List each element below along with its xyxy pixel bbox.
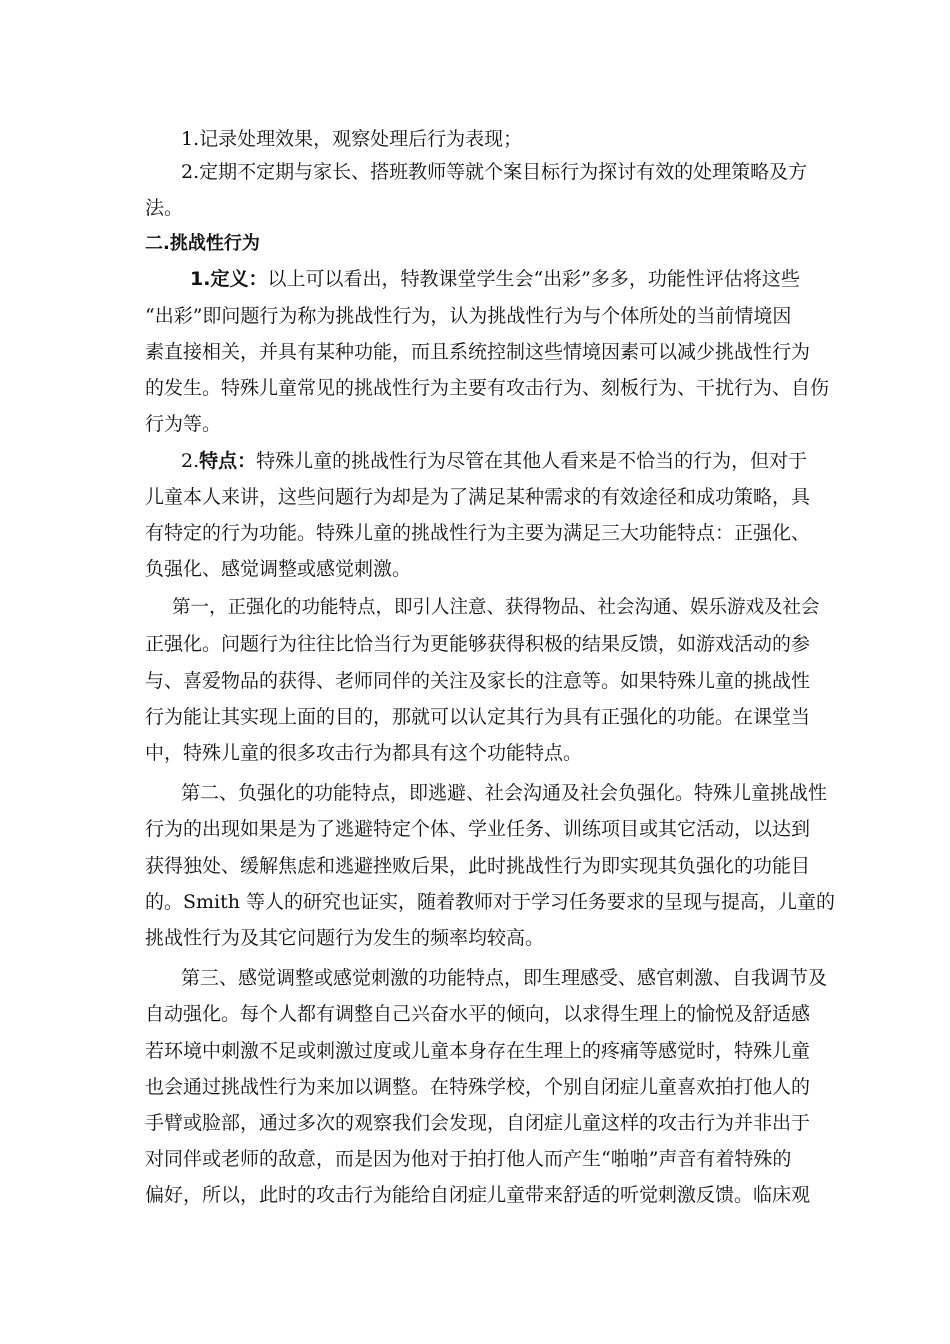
second-function-line-1: 第二、负强化的功能特点，即逃避、社会沟通及社会负强化。特殊儿童挑战性 (181, 782, 828, 804)
definition-line-2: “出彩”即问题行为称为挑战性行为，认为挑战性行为与个体所处的当前情境因 (145, 305, 792, 327)
first-function-line-4: 行为能让其实现上面的目的，那就可以认定其行为具有正强化的功能。在课堂当 (145, 706, 811, 728)
definition-label: 1.定义： (190, 268, 268, 290)
second-function-line-5: 挑战性行为及其它问题行为发生的频率均较高。 (145, 927, 545, 949)
definition-text: 以上可以看出，特教课堂学生会“出彩”多多，功能性评估将这些 (267, 268, 800, 290)
first-function-line-5: 中，特殊儿童的很多攻击行为都具有这个功能特点。 (145, 742, 583, 764)
features-line-3: 有特定的行为功能。特殊儿童的挑战性行为主要为满足三大功能特点：正强化、 (145, 522, 811, 544)
definition-line-5: 行为等。 (145, 413, 222, 435)
definition-line-4: 的发生。特殊儿童常见的挑战性行为主要有攻击行为、刻板行为、干扰行为、自伤 (145, 377, 830, 399)
third-function-line-3: 若环境中刺激不足或刺激过度或儿童本身存在生理上的疼痛等感觉时，特殊儿童 (145, 1040, 811, 1062)
third-function-line-7: 偏好，所以，此时的攻击行为能给自闭症儿童带来舒适的听觉刺激反馈。临床观 (145, 1184, 811, 1206)
features-label: 特点： (199, 450, 257, 472)
list-item-2: 2.定期不定期与家长、搭班教师等就个案目标行为探讨有效的处理策略及方 (181, 161, 808, 183)
list-item-2-continued: 法。 (145, 197, 184, 219)
third-function-line-4: 也会通过挑战性行为来加以调整。在特殊学校，个别自闭症儿童喜欢拍打他人的 (145, 1076, 811, 1098)
third-function-line-5: 手臂或脸部，通过多次的观察我们会发现，自闭症儿童这样的攻击行为并非出于 (145, 1112, 811, 1134)
third-function-line-6: 对同伴或老师的敌意，而是因为他对于拍打他人而产生“啪啪”声音有着特殊的 (145, 1148, 792, 1170)
features-text: 特殊儿童的挑战性行为尽管在其他人看来是不恰当的行为，但对于 (256, 450, 808, 472)
second-function-line-3: 获得独处、缓解焦虑和逃避挫败后果，此时挑战性行为即实现其负强化的功能目 (145, 855, 811, 877)
features-number: 2. (181, 450, 200, 472)
features-line-1 (181, 449, 807, 473)
third-function-line-2: 自动强化。每个人都有调整自己兴奋水平的倾向，以求得生理上的愉悦及舒适感 (145, 1003, 811, 1025)
second-function-line-2: 行为的出现如果是为了逃避特定个体、学业任务、训练项目或其它活动，以达到 (145, 818, 811, 840)
definition-line-3: 素直接相关，并具有某种功能，而且系统控制这些情境因素可以减少挑战性行为 (145, 341, 811, 363)
first-function-line-1: 第一，正强化的功能特点，即引人注意、获得物品、社会沟通、娱乐游戏及社会 (172, 597, 820, 618)
first-function-line-3: 与、喜爱物品的获得、老师同伴的关注及家长的注意等。如果特殊儿童的挑战性 (145, 670, 811, 692)
third-function-line-1: 第三、感觉调整或感觉刺激的功能特点，即生理感受、感官刺激、自我调节及 (181, 967, 828, 989)
list-item-1: 1.记录处理效果，观察处理后行为表现； (181, 128, 523, 150)
first-function-line-2: 正强化。问题行为往往比恰当行为更能够获得积极的结果反馈，如游戏活动的参 (145, 633, 811, 655)
features-line-4: 负强化、感觉调整或感觉刺激。 (145, 558, 412, 580)
section-heading: 二.挑战性行为 (145, 233, 260, 254)
second-function-line-4: 的。Smith 等人的研究也证实，随着教师对于学习任务要求的呈现与提高，儿童的 (145, 891, 836, 913)
definition-line-1 (190, 267, 800, 291)
features-line-2: 儿童本人来讲，这些问题行为却是为了满足某种需求的有效途径和成功策略，具 (145, 486, 811, 508)
